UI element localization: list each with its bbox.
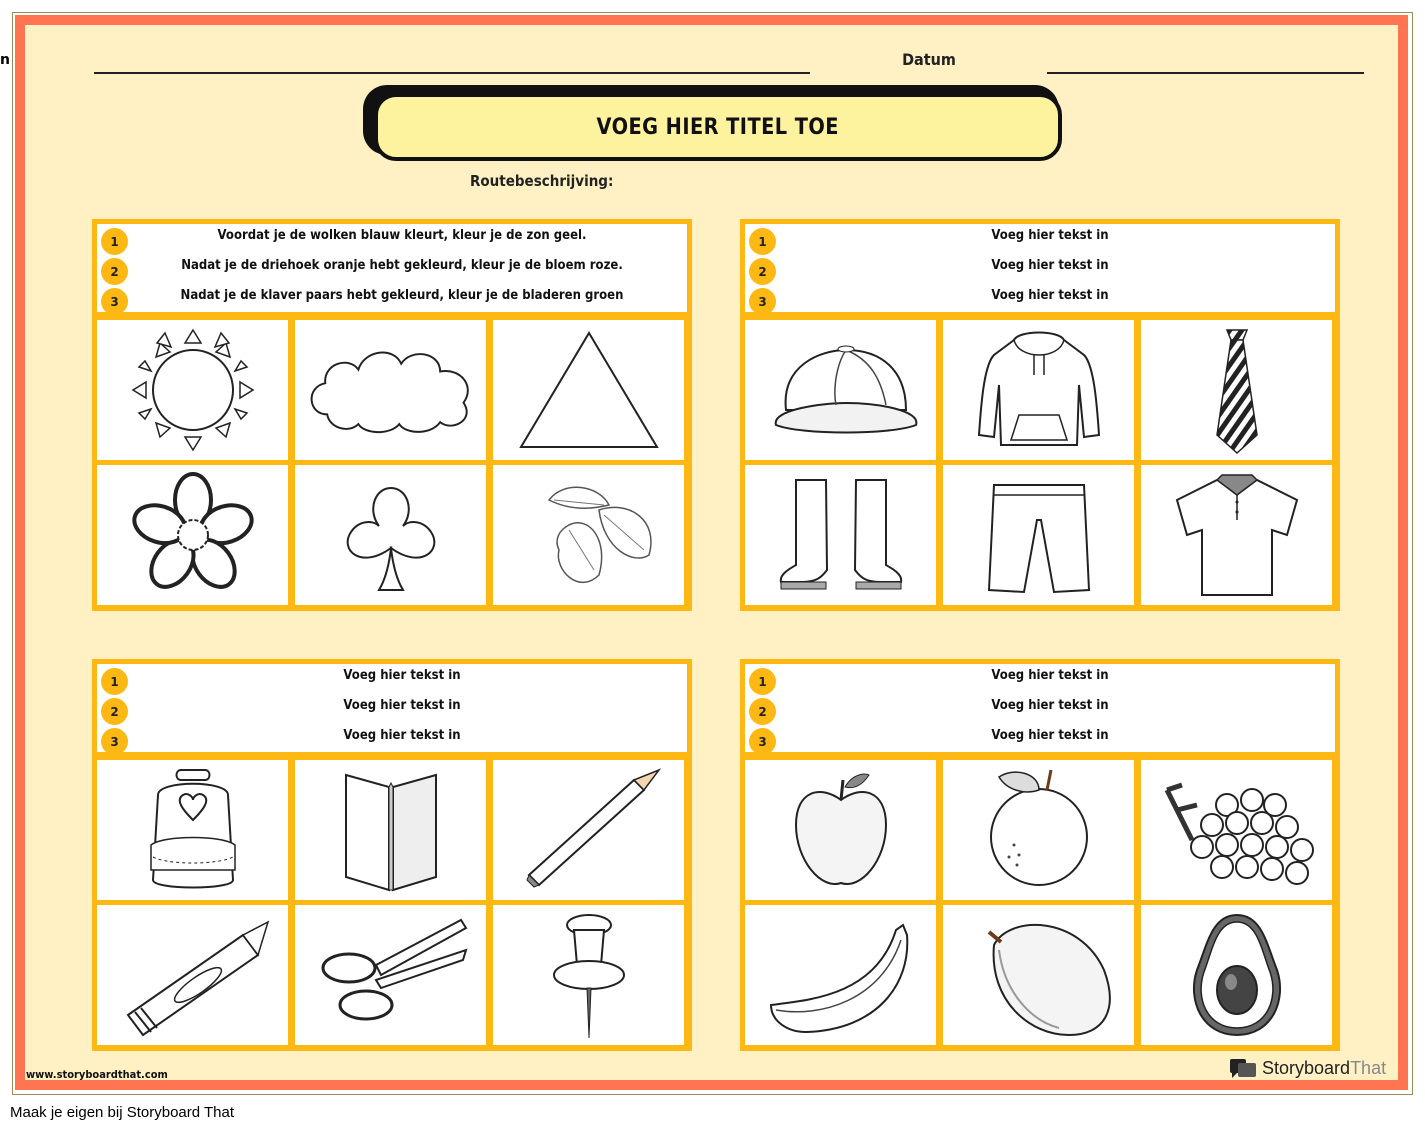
step-row <box>97 286 687 316</box>
speech-bubble-icon <box>1228 1057 1258 1079</box>
step-number-badge: 2 <box>101 698 128 725</box>
instructions-box <box>97 224 687 312</box>
step-text[interactable]: Voeg hier tekst in <box>991 728 1109 743</box>
leaves-icon <box>509 470 669 600</box>
flower-icon <box>113 470 273 600</box>
step-text[interactable]: Voeg hier tekst in <box>991 698 1109 713</box>
crayon-icon <box>113 910 273 1040</box>
scissors-icon <box>311 910 471 1040</box>
clover-icon <box>311 470 471 600</box>
picture-cell-book[interactable] <box>295 760 486 900</box>
picture-cell-scissors[interactable] <box>295 905 486 1045</box>
step-text[interactable]: Voeg hier tekst in <box>343 728 461 743</box>
picture-cell-clover[interactable] <box>295 465 486 605</box>
date-label: Datum <box>902 50 956 69</box>
step-row <box>745 666 1335 696</box>
picture-cell-flower[interactable] <box>97 465 288 605</box>
title-box[interactable] <box>374 93 1062 161</box>
website-url[interactable]: www.storyboardthat.com <box>26 1068 168 1081</box>
step-text[interactable]: Voeg hier tekst in <box>991 668 1109 683</box>
picture-cell-orange[interactable] <box>943 760 1134 900</box>
picture-cell-pencil[interactable] <box>493 760 684 900</box>
sun-icon <box>113 325 273 455</box>
cloud-icon <box>298 325 483 455</box>
brand-name-light: That <box>1350 1057 1387 1078</box>
step-row <box>97 256 687 286</box>
pencil-icon <box>509 765 669 895</box>
step-text[interactable]: Nadat je de driehoek oranje hebt gekleurd, kleur je de bloem roze. <box>181 258 623 273</box>
step-number-badge: 1 <box>101 228 128 255</box>
picture-cell-pushpin[interactable] <box>493 905 684 1045</box>
step-text[interactable]: Voeg hier tekst in <box>991 258 1109 273</box>
apple-icon <box>761 765 921 895</box>
step-row <box>97 226 687 256</box>
name-line[interactable] <box>94 72 810 74</box>
step-number-badge: 1 <box>101 668 128 695</box>
picture-cell-apple[interactable] <box>745 760 936 900</box>
picture-cell-triangle[interactable] <box>493 320 684 460</box>
step-number-badge: 1 <box>749 668 776 695</box>
make-your-own-link[interactable]: Maak je eigen bij Storyboard That <box>10 1104 235 1121</box>
directions-label: Routebeschrijving: <box>470 172 614 190</box>
step-text[interactable]: Voeg hier tekst in <box>991 228 1109 243</box>
storyboardthat-logo[interactable] <box>1228 1056 1386 1080</box>
picture-cell-grapes[interactable] <box>1141 760 1332 900</box>
shorts-icon <box>959 470 1119 600</box>
picture-cell-crayon[interactable] <box>97 905 288 1045</box>
backpack-icon <box>113 765 273 895</box>
step-row <box>745 286 1335 316</box>
picture-cell-avocado[interactable] <box>1141 905 1332 1045</box>
grapes-icon <box>1157 765 1317 895</box>
step-number-badge: 3 <box>749 288 776 315</box>
step-text[interactable]: Voordat je de wolken blauw kleurt, kleur je de zon geel. <box>217 228 587 243</box>
banana-icon <box>761 910 921 1040</box>
step-row <box>745 696 1335 726</box>
step-number-badge: 3 <box>101 728 128 755</box>
step-text[interactable]: Voeg hier tekst in <box>991 288 1109 303</box>
step-text[interactable]: Voeg hier tekst in <box>343 698 461 713</box>
picture-cell-tie[interactable] <box>1141 320 1332 460</box>
picture-cell-leaves[interactable] <box>493 465 684 605</box>
panel-clothing <box>740 219 1340 611</box>
step-text[interactable]: Voeg hier tekst in <box>343 668 461 683</box>
date-line[interactable] <box>1047 72 1364 74</box>
picture-cell-cap[interactable] <box>745 320 936 460</box>
picture-cell-polo-shirt[interactable] <box>1141 465 1332 605</box>
polo-shirt-icon <box>1157 470 1317 600</box>
orange-icon <box>959 765 1119 895</box>
picture-cell-cloud[interactable] <box>295 320 486 460</box>
picture-cell-boots[interactable] <box>745 465 936 605</box>
step-row <box>745 726 1335 756</box>
step-row <box>745 226 1335 256</box>
avocado-icon <box>1157 910 1317 1040</box>
instructions-box <box>745 664 1335 752</box>
mango-icon <box>959 910 1119 1040</box>
step-number-badge: 3 <box>101 288 128 315</box>
instructions-box <box>745 224 1335 312</box>
step-row <box>745 256 1335 286</box>
tie-icon <box>1157 325 1317 455</box>
step-number-badge: 3 <box>749 728 776 755</box>
step-row <box>97 696 687 726</box>
instructions-box <box>97 664 687 752</box>
picture-cell-banana[interactable] <box>745 905 936 1045</box>
page-title: VOEG HIER TITEL TOE <box>596 114 840 140</box>
step-row <box>97 666 687 696</box>
hoodie-icon <box>959 325 1119 455</box>
step-number-badge: 1 <box>749 228 776 255</box>
boots-icon <box>761 470 921 600</box>
picture-cell-sun[interactable] <box>97 320 288 460</box>
picture-cell-mango[interactable] <box>943 905 1134 1045</box>
step-text[interactable]: Nadat je de klaver paars hebt gekleurd, kleur je de bladeren groen <box>180 288 624 303</box>
step-row <box>97 726 687 756</box>
picture-cell-backpack[interactable] <box>97 760 288 900</box>
step-number-badge: 2 <box>749 698 776 725</box>
step-number-badge: 2 <box>749 258 776 285</box>
panel-fruit <box>740 659 1340 1051</box>
triangle-icon <box>509 325 669 455</box>
cap-icon <box>761 325 921 455</box>
picture-cell-hoodie[interactable] <box>943 320 1134 460</box>
name-label-cropped: n <box>0 52 10 68</box>
panel-shapes <box>92 219 692 611</box>
panel-school-supplies <box>92 659 692 1051</box>
pushpin-icon <box>509 910 669 1040</box>
book-icon <box>311 765 471 895</box>
step-number-badge: 2 <box>101 258 128 285</box>
brand-name-dark: Storyboard <box>1262 1057 1351 1078</box>
picture-cell-shorts[interactable] <box>943 465 1134 605</box>
